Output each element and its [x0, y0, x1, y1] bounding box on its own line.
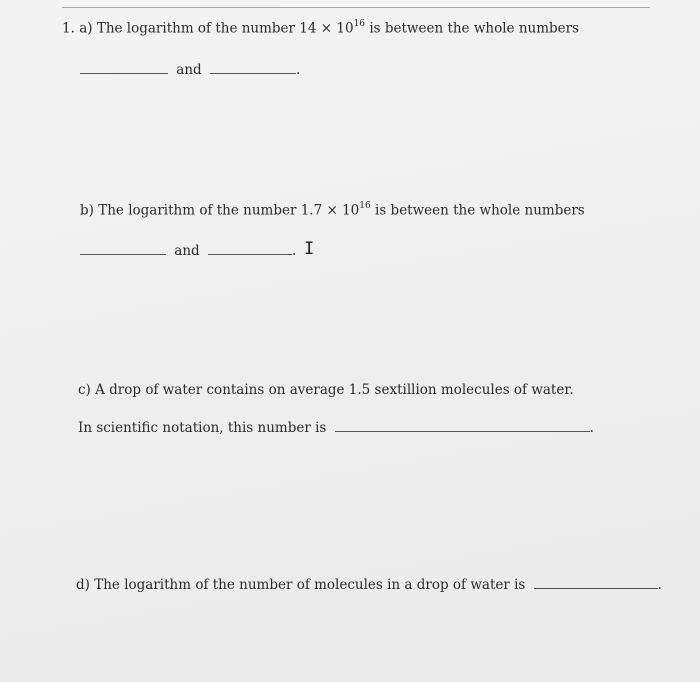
- part-c-blank[interactable]: [335, 430, 590, 432]
- part-b-text-after: is between the whole numbers: [375, 202, 585, 219]
- question-number: 1.: [62, 20, 75, 37]
- part-a-label: a): [79, 20, 93, 37]
- part-c-answer-row: [78, 420, 594, 436]
- period: .: [589, 420, 594, 436]
- part-b-blank-2[interactable]: [208, 253, 292, 255]
- part-d-question: [76, 577, 662, 593]
- part-d-label: d): [76, 577, 90, 593]
- part-c-prompt: In scientific notation, this number is: [78, 420, 327, 436]
- power-exponent: 16: [353, 19, 366, 29]
- and-word: and: [174, 243, 200, 259]
- times-symbol: ×: [320, 20, 333, 37]
- part-a-blank-2[interactable]: [210, 72, 296, 74]
- part-c-label: c): [78, 382, 91, 398]
- part-b-blank-1[interactable]: [80, 253, 166, 255]
- part-a-text: The logarithm of the number 14: [96, 20, 317, 37]
- part-d-blank[interactable]: [534, 587, 658, 589]
- part-b-answer-row: [80, 243, 296, 259]
- top-rule: [62, 7, 650, 8]
- part-b-text: The logarithm of the number 1.7: [98, 202, 323, 219]
- part-c-text: A drop of water contains on average 1.5 sextillion molecules of water.: [95, 382, 574, 398]
- period: .: [291, 243, 297, 259]
- part-d-text: The logarithm of the number of molecules in a drop of water is: [94, 577, 526, 593]
- power-exponent: 16: [359, 201, 371, 211]
- part-b-label: b): [80, 202, 94, 219]
- part-a-question: [62, 20, 579, 37]
- times-symbol: ×: [326, 202, 338, 219]
- period: .: [295, 62, 301, 78]
- power-base: 10: [342, 202, 360, 219]
- part-a-answer-row: [80, 62, 300, 78]
- part-a-text-after: is between the whole numbers: [369, 20, 580, 37]
- period: .: [657, 577, 662, 593]
- text-cursor-icon: I: [304, 239, 315, 259]
- part-c-question: [78, 382, 574, 398]
- and-word: and: [176, 62, 202, 78]
- part-a-blank-1[interactable]: [80, 72, 168, 74]
- part-b-question: [80, 202, 585, 219]
- power-base: 10: [336, 20, 354, 37]
